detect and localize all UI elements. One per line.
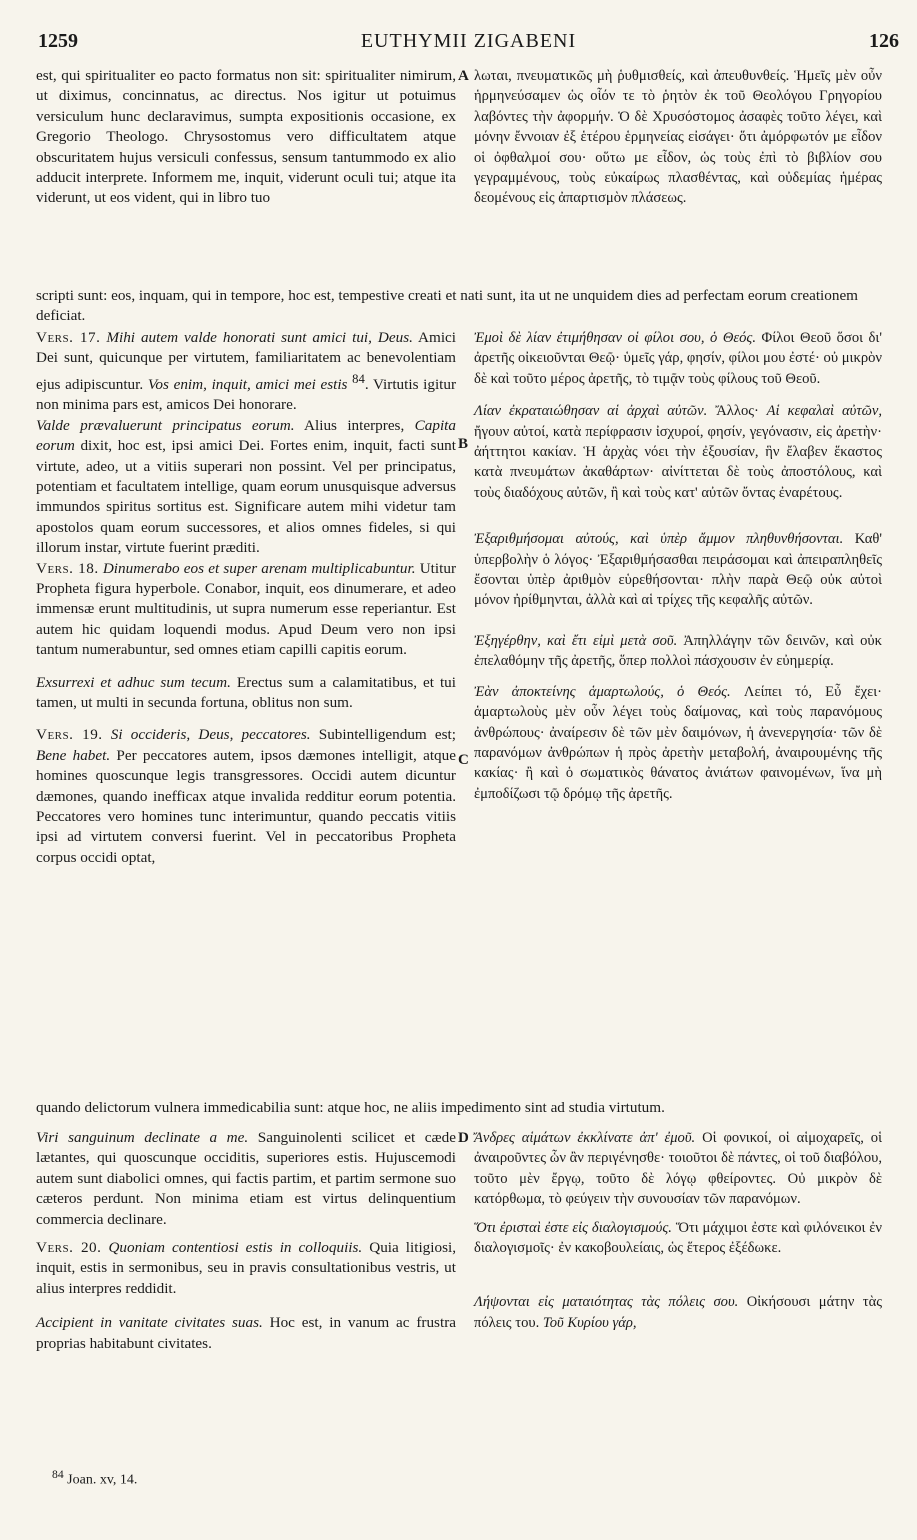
latin-paragraph (36, 416, 456, 559)
verse-comment: Amici Dei sunt, quicunque per virtutem, familiaritatem ac benevolentiam ejus adipiscuntur. (36, 329, 456, 393)
verse-comment: Utitur Propheta figura hyperbole. Conabor, inquit, eos dinumerare, et adeo immensæ erunt multitudinis, ut supra numerum esse reperiantur. Est autem hic quidam loquendi modus. Apud Deum vero non ipsi tantum numerabuntur, sed omnes etiam capilli capitis eorum. (36, 559, 456, 659)
page-number-left: 1259 (38, 30, 78, 52)
verse-quote: Αἱ κεφαλαὶ αὐτῶν, (766, 403, 882, 420)
greek-paragraph (474, 1128, 882, 1210)
verse-comment: Ὅτι μάχιμοι ἐστε καὶ φιλόνεικοι ἐν διαλογισμοῖς· ἐν κακοβουλείαις, ὡς ἕτερος ἐξέδωκε. (474, 1219, 883, 1257)
greek-column-top (474, 66, 882, 209)
verse-title: Exsurrexi et adhuc sum tecum. (36, 673, 231, 691)
verse-title: Ἐμοὶ δὲ λίαν ἐτιμήθησαν οἱ φίλοι σου, ὁ Θεός. (474, 330, 756, 346)
verse-title: Ὅτι ἐρισταὶ ἐστε εἰς διαλογισμούς. (474, 1219, 672, 1236)
verse-comment: Φίλοι Θεοῦ ὅσοι δι' ἀρετῆς οἰκειοῦνται Θεῷ· ὑμεῖς γάρ, φησίν, φίλοι μου ἐστέ· οὐ μικρὸν δὲ καὶ τοῦτο μέρος ἀρετῆς, τὸ τιμᾷν τοὺς φίλους τοῦ Θεοῦ. (474, 330, 882, 387)
verse-title: Quoniam contentiosi estis in colloquiis. (108, 1239, 363, 1257)
margin-marker-d: D (458, 1130, 469, 1146)
margin-marker-c: C (458, 752, 469, 768)
latin-column-top (36, 66, 456, 209)
greek-column-bottom (474, 1128, 882, 1333)
verse-comment: Καθ' ὑπερβολὴν ὁ λόγος· Ἐξαριθμήσασθαι πειράσομαι καὶ ἀπειραπληθεῖς ἔσονται ὑπὲρ ἀριθμὸν εὑρεθήσονται· πλὴν παρὰ Θεῷ οὐκ αὐτοὶ μόνον ἠρίθμηνται, ἀλλὰ καὶ αἱ τρίχες τῆς κεφαλῆς αὐτῶν. (474, 531, 882, 609)
verse-comment: Sanguinolenti scilicet et cæde lætantes, qui quoscunque occiditis, superiores estis. Hujuscemodi autem sunt diabolici omnes, qui factis partim, et partim sermone suo cæteros perdunt. Non minima etiam est virtus delinquentium commercia declinare. (36, 1129, 457, 1228)
latin-paragraph (36, 673, 456, 714)
verse-title: Mihi autem valde honorati sunt amici tui, Deus. (106, 329, 413, 346)
verse-quote: Bene habet. (36, 746, 111, 764)
greek-paragraph (474, 682, 882, 804)
latin-paragraph (36, 1128, 456, 1230)
margin-marker-a: A (458, 68, 469, 84)
verse-comment: Erectus sum a calamitatibus, et tui tamen, ut multi in secunda fortuna, oblitus non sum. (36, 673, 456, 711)
verse-quote: Τοῦ Κυρίου γάρ, (542, 1314, 637, 1331)
footnote-text: Joan. xv, 14. (67, 1472, 138, 1488)
verse-number: Vers. 17. (36, 329, 101, 346)
greek-paragraph: λωται, πνευματικῶς μὴ ῥυθμισθείς, καὶ ἀπευθυνθείς. Ἡμεῖς μὲν οὖν ἡρμηνεύσαμεν ὡς οἷόν τε τὸ ῥητὸν ἐκ τοῦ Θεολόγου Γρηγορίου λαβόντες τὴν ἀφορμήν. Ὁ δὲ Χρυσόστομος ἀσαφὲς τοῦτο λέγει, καὶ μόνην ἔννοιαν ἐξ ἑτέρου ἑρμηνείας εἰσάγει· ὅτι ἀμόρφωτόν με εἶδον οἱ ὀφθαλμοί σου· οὕτω με εἶδον, ὡς τοὺς ἐπὶ τὸ βιβλίον σου γεγραμμένους, τοὺς εὐκαίρως πλασθέντας, καὶ οὐδεμίας ἡμέρας δεομένους εἰς ἀπαρτισμὸν πλάσεως. (474, 68, 882, 207)
verse-title: Λήψονται εἰς ματαιότητας τὰς πόλεις σου. (474, 1294, 739, 1311)
latin-paragraph (36, 1313, 456, 1354)
running-title: EUTHYMII ZIGABENI (360, 30, 577, 52)
verse-comment: Ἄλλος· (715, 403, 759, 420)
verse-title: Accipient in vanitate civitates suas. (36, 1314, 263, 1332)
greek-paragraph (474, 401, 882, 503)
latin-verse-18 (36, 559, 456, 661)
page-header (38, 30, 899, 60)
verse-comment-italic: Vos enim, inquit, (147, 375, 251, 393)
page-number-right: 126 (869, 30, 899, 52)
verse-title: Ἐξαριθμήσομαι αὐτούς, καὶ ὑπὲρ ἄμμον πληθυνθήσονται. (474, 531, 844, 548)
verse-comment: Οἱ φονικοί, οἱ αἱμοχαρεῖς, οἱ ἀναιροῦντες ὧν ἂν περιγένησθε· τοιοῦτοι δὲ πάντες, οἱ τοῦ διαβόλου, τοῦτο μὲν ἔργῳ, τοῦτο δὲ λόγῳ φθείροντες. Οὐ μικρὸν δὲ κατόρθωμα, τὸ φεύγειν τὴν συνουσίαν τῶν παρανόμων. (474, 1130, 883, 1208)
latin-verse-17 (36, 328, 456, 416)
verse-number: Vers. 19. (36, 726, 103, 744)
verse-comment: Quia litigiosi, inquit, estis in sermonibus, seu in pravis consultationibus vestris, ut alius interpres reddidit. (36, 1239, 456, 1297)
footnote-ref: 84 (352, 371, 365, 386)
verse-number: Vers. 20. (36, 1239, 102, 1257)
full-width-line: quando delictorum vulnera immedicabilia sunt: atque hoc, ne aliis impedimento sint ad studia virtutum. (36, 1099, 665, 1116)
verse-comment: Subintelligendum est; (318, 726, 457, 744)
verse-title: Λίαν ἐκραταιώθησαν αἱ ἀρχαὶ αὐτῶν. (474, 403, 708, 420)
verse-title: Ἄνδρες αἱμάτων ἐκκλίνατε ἀπ' ἐμοῦ. (474, 1130, 696, 1146)
margin-marker-b: B (458, 436, 469, 452)
latin-column-bottom (36, 1128, 456, 1354)
verse-comment: Ἀπηλλάγην τῶν δεινῶν, καὶ οὐκ ἐπελαθόμην τῆς ἀρετῆς, ὅπερ πολλοὶ πάσχουσιν ἐν εὐημερίᾳ. (474, 632, 882, 670)
verse-comment: dixit, hoc est, ipsi amici Dei. Fortes enim, inquit, facti sunt virtute, adeo, ut a vitiis superari non possint. Vel per principatus, potentiam et facultatem intellige, quam eorum unusquisque adversus immundos spiritus sortitus est. Significare autem mihi videtur tam apostolos quam eorum successores, et alios omnes fideles, si qui illorum instar, virtute fuerint præditi. (36, 437, 456, 557)
verse-quote: amici mei estis (255, 375, 348, 393)
verse-quote: Capita eorum (36, 416, 456, 455)
verse-comment: . Virtutis igitur non minima pars est, amicos Dei honorare. (36, 375, 457, 414)
latin-verse-19 (36, 725, 456, 868)
verse-title: Valde prævaluerunt principatus eorum. (36, 416, 295, 434)
latin-verse-20 (36, 1238, 456, 1299)
greek-column-middle (474, 328, 882, 804)
verse-comment: Λείπει τό, Εὖ ἔχει· ἁμαρτωλοὺς μὲν οὖν λέγει τοὺς δαίμονας, καὶ τοὺς παρανόμους ἀνθρώπους· ἀναίρεσιν δὲ τῶν μὲν δαιμόνων, ἡ ἀνενεργησία· τῶν δὲ παρανόμων ἀνθρώπων ἡ πρὸς ἀρετὴν μεταβολή, ἀναιρουμένης τῆς κακίας· ἢ καὶ ὁ σωματικὸς θάνατος ἀνιάτων φαινομένων, ἵνα μὴ ἐμποδίζωσι τῷ δρόμῳ τῆς ἀρετῆς. (474, 683, 883, 802)
verse-title: Ἐξηγέρθην, καὶ ἔτι εἰμὶ μετὰ σοῦ. (474, 632, 678, 649)
verse-title: Viri sanguinum declinate a me. (36, 1129, 249, 1146)
greek-paragraph (474, 631, 882, 672)
verse-title: Si occideris, Deus, peccatores. (110, 726, 311, 744)
greek-paragraph (474, 529, 882, 611)
verse-comment: Hoc est, in vanum ac frustra proprias habitabunt civitates. (36, 1314, 456, 1352)
latin-column-middle (36, 328, 456, 868)
verse-title: Dinumerabo eos et super arenam multiplicabuntur. (102, 559, 416, 577)
verse-title: Ἐὰν ἀποκτείνης ἁμαρτωλούς, ὁ Θεός. (474, 683, 731, 700)
greek-paragraph (474, 1218, 882, 1259)
verse-number: Vers. 18. (36, 559, 99, 577)
verse-comment: ἤγουν αὐτοί, κατὰ περίφρασιν ἰσχυροί, φησίν, γεγόνασιν, εἰς ἀρετὴν· ἀήττητοι κακίαν. Ἡ ἀρχὰς νόει τὴν ἐξουσίαν, ἣν ἔλαβεν ἕκαστος κατὰ πνευμάτων ἀκαθάρτων· αἰνίττεται δὲ τοὺς ἀποστόλους, καὶ τοὺς διαδόχους αὐτῶν, ἢ καὶ τοὺς κατ' αὐτῶν ὄντας ἐναρέτους. (474, 423, 882, 501)
greek-paragraph (474, 328, 882, 389)
full-width-line: scripti sunt: eos, inquam, qui in tempore, hoc est, tempestive creati et nati sunt, ita ut ne unquidem dies ad perfectam eorum creationem deficiat. (36, 287, 858, 325)
greek-paragraph (474, 1292, 882, 1333)
footnote-number: 84 (52, 1468, 64, 1481)
verse-comment: Alius interpres, (304, 416, 405, 434)
latin-paragraph: est, qui spiritualiter eo pacto formatus non sit: spiritualiter nimirum, ut diximus, concinnatus, ac directus. Nos igitur ut potuimus versiculum hunc declaravimus, sumpta expositionis occasione, ex Gregorio Theologo. Chrysostomus vero difficultatem atque obscuritatem hujus versiculi confessus, sensum tantummodo ex alio adducit interprete. Informem me, inquit, viderunt oculi tui; atque ita viderunt, ut eos vident, qui in libro tuo (36, 67, 456, 207)
verse-comment: Per peccatores autem, ipsos dæmones intelligit, atque homines quoscunque legis transgressores. Occidi autem dicuntur dæmones, quando inefficax atque invalida redditur eorum potentia. Peccatores vero homines tunc interimuntur, quando peccatis vitiis ipsi ad virtutem conversi fuerint. Vel in peccatoribus Propheta corpus occidi optat, (36, 746, 456, 866)
footnote (52, 1468, 137, 1489)
verse-comment: Οἰκήσουσι μάτην τὰς πόλεις του. (474, 1294, 882, 1331)
